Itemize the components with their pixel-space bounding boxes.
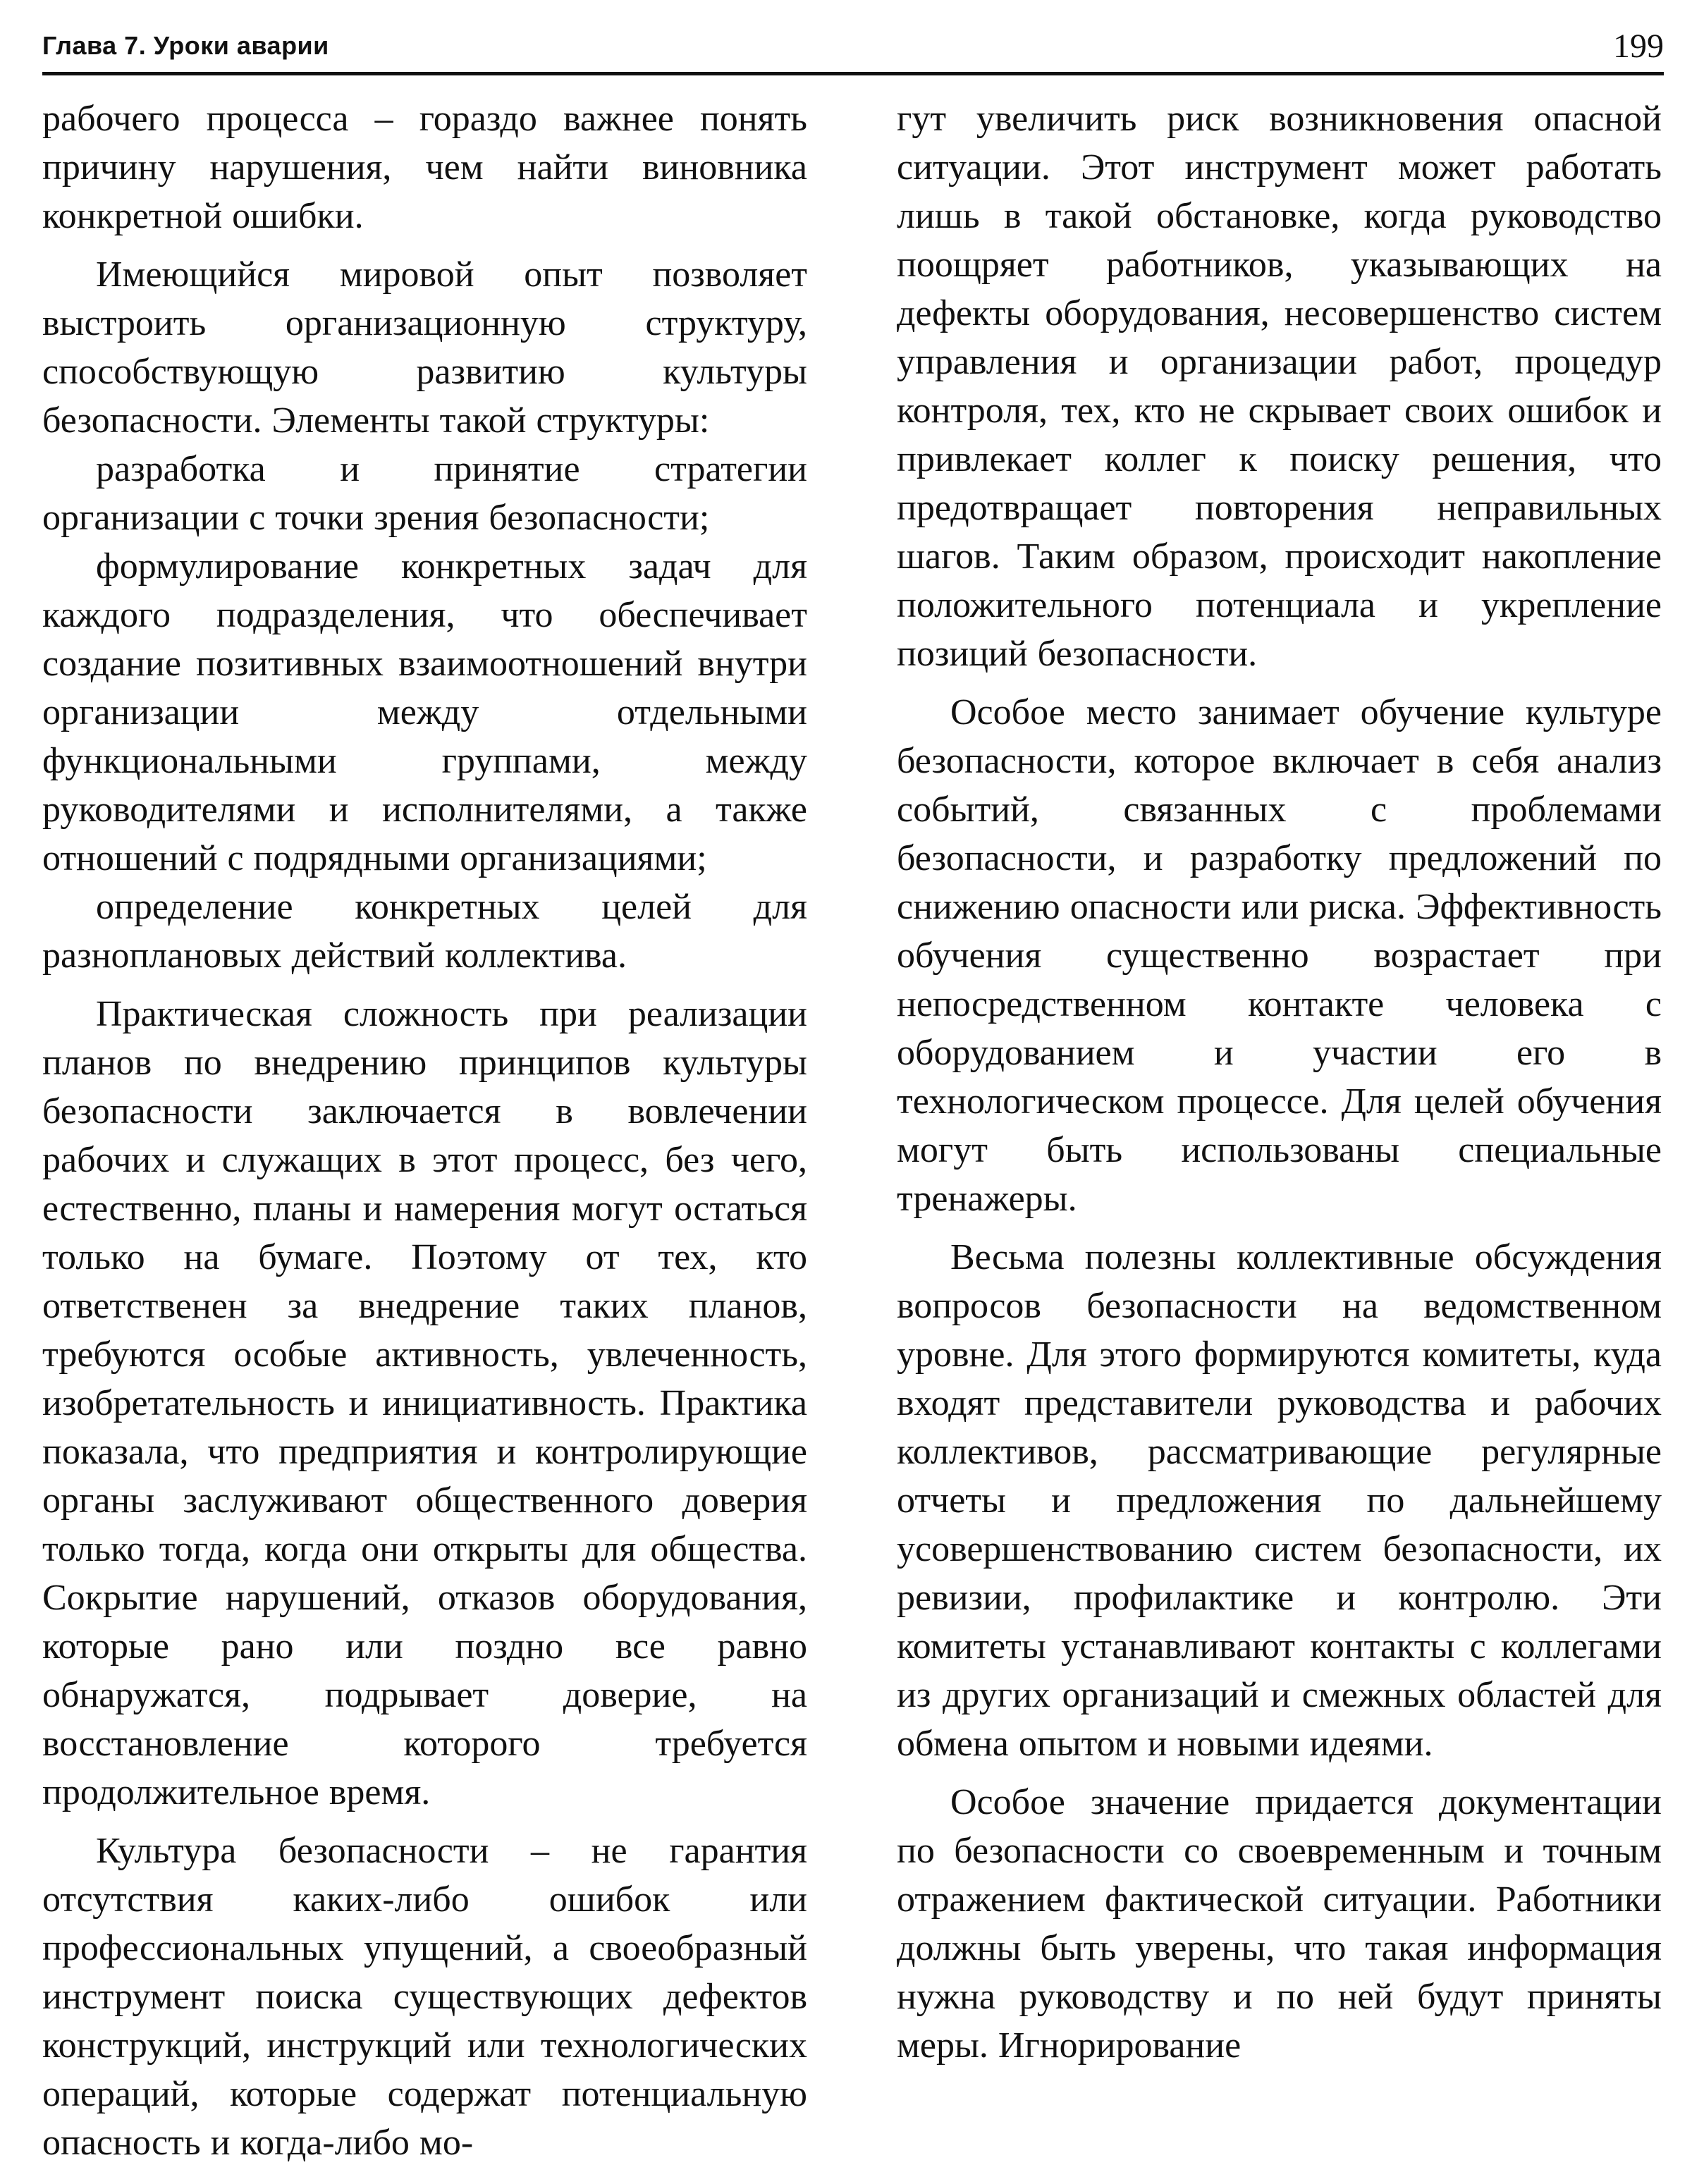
left-column	[42, 94, 807, 2177]
paragraph: Особое значение придается документации по безопасности со своевременным и точным отражением фактической ситуации. Работники должны быть уверены, что такая информация нужна руководству и по ней будут приняты меры. Игнорирование	[897, 1782, 1662, 2066]
paragraph: Культура безопасности – не гарантия отсутствия каких-либо ошибок или профессиональных упущений, а своеобразный инструмент поиска существующих дефектов конструкций, инструкций или технологических операций, которые содержат потенциальную опасность и когда-либо мо-	[42, 1831, 807, 2163]
paragraph: Особое место занимает обучение культуре безопасности, которое включает в себя анализ событий, связанных с проблемами безопасности, и разработку предложений по снижению опасности или риска. Эффективность обучения существенно возрастает при непосредственном контакте человека с оборудованием и участии его в технологическом процессе. Для целей обучения могут быть использованы специальные тренажеры.	[897, 692, 1662, 1219]
list-item: формулирование конкретных задач для каждого подразделения, что обеспечивает создание позитивных взаимоотношений внутри организации между отдельными функциональными группами, между руководителями и исполнителями, а также отношений с подрядными организациями;	[42, 546, 807, 878]
list-item: разработка и принятие стратегии организации с точки зрения безопасности;	[42, 449, 807, 538]
paragraph: Весьма полезны коллективные обсуждения вопросов безопасности на ведомственном уровне. Для этого формируются комитеты, куда входят представители руководства и рабочих коллективов, рассматривающие регулярные отчеты и предложения по дальнейшему усовершенствованию систем безопасности, их ревизии, профилактике и контролю. Эти комитеты устанавливают контакты с коллегами из других организаций и смежных областей для обмена опытом и новыми идеями.	[897, 1237, 1662, 1764]
paragraph: гут увеличить риск возникновения опасной ситуации. Этот инструмент может работать лишь в такой обстановке, когда руководство поощряет работников, указывающих на дефекты оборудования, несовершенство систем управления и организации работ, процедур контроля, тех, кто не скрывает своих ошибок и привлекает коллег к поиску решения, что предотвращает повторения неправильных шагов. Таким образом, происходит накопление положительного потенциала и укрепление позиций безопасности.	[897, 99, 1662, 674]
page-number: 199	[1613, 27, 1664, 65]
chapter-title: Глава 7. Уроки аварии	[42, 31, 329, 60]
paragraph: рабочего процесса – гораздо важнее понять причину нарушения, чем найти виновника конкретной ошибки.	[42, 99, 807, 236]
right-column	[897, 94, 1662, 2080]
paragraph: Имеющийся мировой опыт позволяет выстроить организационную структуру, способствующую развитию культуры безопасности. Элементы такой структуры:	[42, 254, 807, 441]
paragraph: Практическая сложность при реализации планов по внедрению принципов культуры безопасности заключается в вовлечении рабочих и служащих в этот процесс, без чего, естественно, планы и намерения могут остаться только на бумаге. Поэтому от тех, кто ответственен за внедрение таких планов, требуются особые активность, увлеченность, изобретательность и инициативность. Практика показала, что предприятия и контролирующие органы заслуживают общественного доверия только тогда, когда они открыты для общества. Сокрытие нарушений, отказов оборудования, которые рано или поздно все равно обнаружатся, подрывает доверие, на восстановление которого требуется продолжительное время.	[42, 994, 807, 1812]
book-page	[42, 25, 1664, 2161]
running-header	[42, 25, 1664, 75]
list-item: определение конкретных целей для разноплановых действий коллектива.	[42, 887, 807, 976]
